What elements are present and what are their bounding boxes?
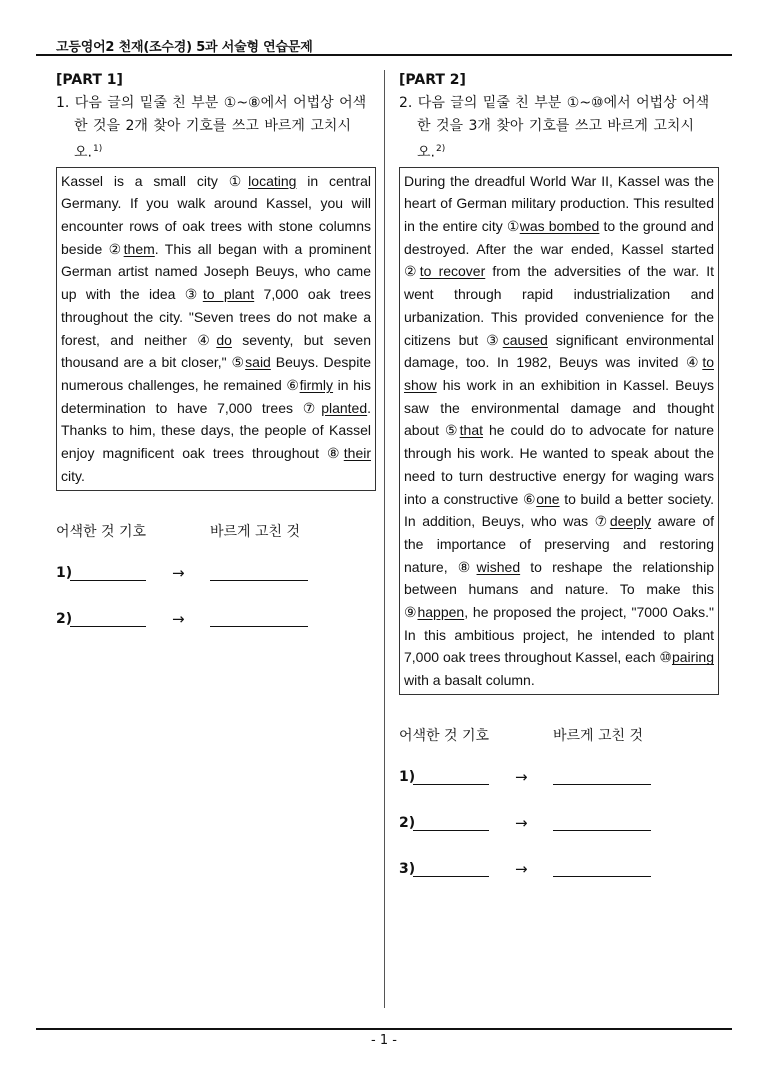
symbol-blank[interactable] (70, 580, 146, 581)
passage-text: ③ (184, 286, 203, 303)
passage-text: from the adversities of the war. It went through rapid industrialization and urbanization. This provided convenience for the citizens but (404, 263, 714, 348)
underlined-segment: one (536, 490, 560, 507)
underlined-segment: planted (321, 399, 368, 416)
underlined-segment: do (216, 331, 232, 348)
passage-text: ① (506, 218, 520, 235)
underlined-segment: that (459, 422, 484, 439)
passage-text: aware of the importance of preserving and restoring nature, (404, 513, 714, 575)
passage-text: ③ (486, 331, 503, 348)
passage-text: ⑧ (457, 558, 477, 575)
underlined-segment: happen (417, 604, 465, 621)
answer-row-number: 1) (56, 564, 73, 581)
part1-section (56, 70, 376, 631)
passage-text: seventy, but seven thousand are a bit closer," (61, 331, 371, 371)
passage-text: with a basalt column. (404, 672, 535, 689)
passage-text: to build a better society. In addition, Beuys, who was (404, 490, 714, 530)
passage-text: ④ (197, 331, 217, 348)
symbol-blank[interactable] (70, 626, 146, 627)
part2-passage (399, 167, 719, 695)
correction-column-label: 바르게 고친 것 (553, 727, 644, 744)
part2-instruction (399, 92, 719, 165)
correction-blank[interactable] (553, 876, 651, 877)
passage-text: ② (404, 263, 420, 280)
part2-section (399, 70, 719, 881)
correction-blank[interactable] (553, 784, 651, 785)
arrow-icon: → (172, 609, 185, 628)
passage-text: , he proposed the project, "7000 Oaks." In this ambitious project, he intended to plant 7,000 oak trees throughout Kassel, each (404, 604, 714, 666)
answer-row-number: 3) (399, 860, 416, 877)
underlined-segment: firmly (299, 376, 334, 393)
passage-text: ⑦ (594, 513, 610, 530)
symbol-blank[interactable] (413, 784, 489, 785)
answer-row (56, 565, 376, 585)
passage-text: city. (61, 467, 85, 484)
symbol-column-label: 어색한 것 기호 (399, 727, 490, 744)
answer-row (399, 861, 719, 881)
part1-footnote: 1) (92, 144, 103, 154)
arrow-icon: → (515, 859, 528, 878)
passage-text: in central Germany. If you walk around Kassel, you will encounter rows of oak trees with stone columns beside (61, 172, 371, 257)
arrow-icon: → (515, 767, 528, 786)
passage-text: ⑩ (659, 649, 672, 666)
underlined-segment: to recover (419, 263, 486, 280)
passage-text: ② (108, 240, 124, 257)
underlined-segment: said (245, 354, 271, 371)
passage-text: Beuys. Despite numerous challenges, he remained (61, 354, 371, 393)
part1-instruction (56, 92, 376, 165)
part2-answer-header (399, 725, 719, 745)
answer-row (399, 815, 719, 835)
passage-text: to reshape the relationship between humans and nature. To make this (404, 558, 714, 598)
passage-text: ⑨ (404, 604, 418, 621)
part2-footnote: 2) (435, 144, 446, 154)
underlined-segment: wished (476, 558, 521, 575)
answer-row (399, 769, 719, 789)
correction-blank[interactable] (210, 580, 308, 581)
passage-text: ① (228, 172, 249, 189)
header-rule (36, 54, 732, 56)
passage-text: in his determination to have 7,000 trees (61, 376, 372, 416)
answer-row (56, 611, 376, 631)
underlined-segment: to plant (202, 286, 255, 303)
passage-text: ⑤ (445, 422, 460, 439)
underlined-segment: locating (248, 172, 297, 189)
underlined-segment: was bombed (519, 218, 600, 235)
arrow-icon: → (172, 563, 185, 582)
page-number: - 1 - (371, 1033, 397, 1048)
underlined-segment: deeply (609, 513, 652, 530)
symbol-column-label: 어색한 것 기호 (56, 523, 147, 540)
underlined-segment: them (123, 240, 155, 257)
passage-text: 7,000 oak trees throughout the city. "Seven trees do not make a forest, and neither (61, 286, 371, 348)
passage-text: ⑦ (302, 399, 322, 416)
passage-text: Kassel is a small city (61, 172, 229, 189)
part1-passage (56, 167, 376, 491)
arrow-icon: → (515, 813, 528, 832)
passage-text: ⑥ (286, 376, 300, 393)
part1-instruction-text: 1. 다음 글의 밑줄 친 부분 ①~⑧에서 어법상 어색한 것을 2개 찾아 기호를 쓰고 바르게 고치시오. (56, 95, 367, 161)
passage-text: . This all began with a prominent German artist named Joseph Beuys, who came up with the idea (61, 240, 371, 303)
underlined-segment: pairing (671, 649, 714, 666)
underlined-segment: caused (502, 331, 548, 348)
symbol-blank[interactable] (413, 830, 489, 831)
passage-text: he could do to advocate for nature through his work. He wanted to speak about the need to turn destructive energy for waging wars into a constructive (404, 422, 714, 507)
passage-text: . Thanks to him, these days, the people of Kassel enjoy magnificent oak trees throughout (61, 399, 372, 462)
passage-text: ⑤ (231, 354, 246, 371)
passage-text: his work in an exhibition in Kassel. Beuys saw the environmental damage and thought about (404, 376, 714, 439)
part1-answer-header (56, 521, 376, 541)
column-divider (384, 70, 385, 1008)
correction-blank[interactable] (210, 626, 308, 627)
underlined-segment: to show (404, 354, 714, 393)
passage-text: ⑥ (522, 490, 537, 507)
answer-row-number: 1) (399, 768, 416, 785)
passage-text: to the ground and destroyed. After the war ended, Kassel started (404, 218, 714, 257)
document-title: 고등영어2 천재(조수경) 5과 서술형 연습문제 (56, 40, 313, 55)
answer-row-number: 2) (399, 814, 416, 831)
symbol-blank[interactable] (413, 876, 489, 877)
passage-text: significant environmental damage, too. In 1982, Beuys was invited (404, 331, 714, 371)
correction-column-label: 바르게 고친 것 (210, 523, 301, 540)
correction-blank[interactable] (553, 830, 651, 831)
passage-text: ④ (686, 354, 703, 371)
passage-text: ⑧ (327, 445, 344, 462)
part2-instruction-text: 2. 다음 글의 밑줄 친 부분 ①~⑩에서 어법상 어색한 것을 3개 찾아 기호를 쓰고 바르게 고치시오. (399, 95, 710, 161)
answer-row-number: 2) (56, 610, 73, 627)
part2-label: [PART 2] (399, 72, 466, 88)
part1-label: [PART 1] (56, 72, 123, 88)
underlined-segment: their (343, 445, 371, 462)
footer-rule (36, 1028, 732, 1030)
passage-text: During the dreadful World War II, Kassel was the heart of German military production. This resulted in the entire city (404, 172, 714, 235)
